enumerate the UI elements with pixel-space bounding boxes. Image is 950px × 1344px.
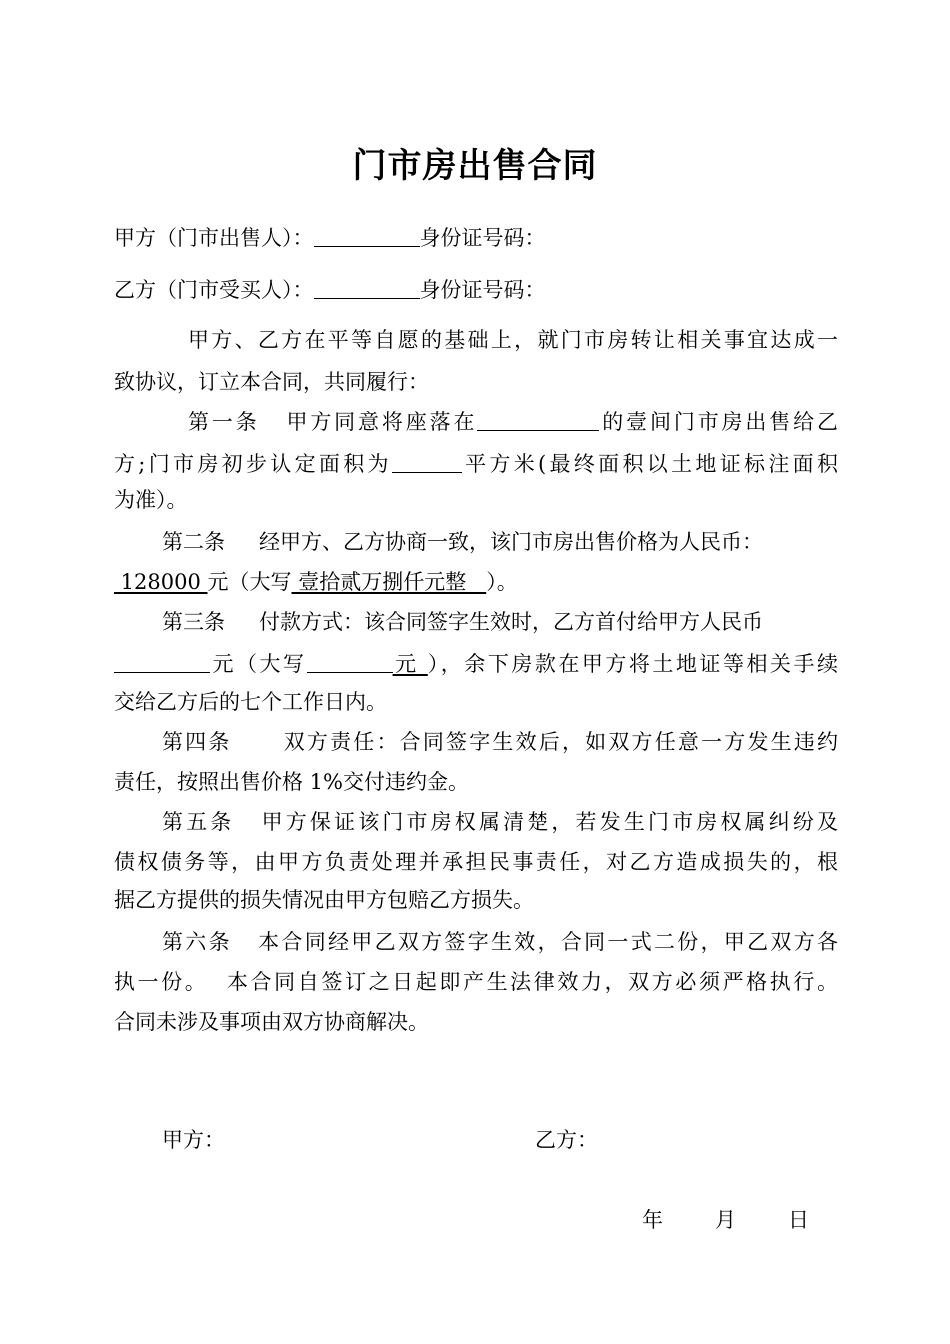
article-5-line-3: 据乙方提供的损失情况由甲方包赔乙方损失。: [114, 888, 534, 912]
price-amount: 128000: [114, 570, 208, 594]
party-a-label: 甲方（门市出售人）：: [114, 226, 314, 250]
party-b-id-label: 身份证号码：: [419, 278, 546, 302]
article-5-line-1: 第五条 甲方保证该门市房权属清楚，若发生门市房权属纠纷及: [162, 810, 839, 834]
down-payment-field[interactable]: [114, 650, 210, 673]
article-3-heading: 第三条: [162, 610, 225, 634]
article-1-heading: 第一条: [188, 410, 260, 434]
article-3-line-3: 交给乙方后的七个工作日内。: [114, 690, 387, 714]
article-4-line-2: 责任，按照出售价格 1%交付违约金。: [114, 770, 469, 794]
date-month: 月: [715, 1208, 736, 1232]
party-b-line: [114, 274, 838, 306]
article-3-line-2: 元（大写 元 ），余下房款在甲方将土地证等相关手续: [114, 648, 838, 680]
article-6-heading: 第六条: [162, 930, 232, 954]
date-year: 年: [642, 1208, 663, 1232]
article-5-heading: 第五条: [162, 810, 235, 834]
article-2-line-1: 第二条 经甲方、乙方协商一致，该门市房出售价格为人民币：: [162, 530, 763, 554]
location-field[interactable]: [477, 408, 599, 431]
down-payment-words-field[interactable]: [307, 650, 393, 673]
article-1-line-3: 为准）。: [114, 488, 188, 512]
article-4-heading: 第四条: [162, 730, 232, 754]
preamble-line-1: 甲方、乙方在平等自愿的基础上，就门市房转让相关事宜达成一: [188, 328, 838, 352]
party-a-id-label: 身份证号码：: [419, 226, 546, 250]
date-day: 日: [788, 1208, 809, 1232]
article-2-line-2: 128000 元（大写 壹拾贰万捌仟元整 ）。: [114, 570, 518, 594]
party-b-label: 乙方（门市受买人）：: [114, 278, 314, 302]
party-a-name-field[interactable]: [314, 224, 420, 247]
article-1-line-1: 第一条 甲方同意将座落在 的壹间门市房出售给乙: [188, 410, 839, 434]
article-6-line-2: 执一份。 本合同自签订之日起即产生法律效力，双方必须严格执行。: [114, 970, 838, 994]
article-3-line-1: 第三条 付款方式：该合同签字生效时，乙方首付给甲方人民币: [162, 610, 763, 634]
article-1-line-2: 方;门市房初步认定面积为 平方米(最终面积以土地证标注面积: [114, 452, 838, 476]
preamble-line-2: 致协议，订立本合同，共同履行：: [114, 370, 429, 394]
party-a-line: [114, 222, 838, 254]
price-amount-words: 壹拾贰万捌仟元整: [291, 570, 487, 594]
article-6-line-3: 合同未涉及事项由双方协商解决。: [114, 1010, 429, 1034]
party-b-signature-label: 乙方：: [535, 1128, 598, 1152]
article-2-heading: 第二条: [162, 530, 225, 554]
article-5-line-2: 债权债务等，由甲方负责处理并承担民事责任，对乙方造成损失的，根: [114, 850, 838, 874]
area-field[interactable]: [392, 450, 462, 473]
party-b-name-field[interactable]: [314, 276, 420, 299]
signing-date: [642, 1204, 809, 1236]
party-a-signature-label: 甲方：: [162, 1128, 225, 1152]
article-4-line-1: 第四条 双方责任：合同签字生效后，如双方任意一方发生违约: [162, 730, 839, 754]
page-title: 门市房出售合同: [352, 146, 598, 186]
article-6-line-1: 第六条 本合同经甲乙双方签字生效，合同一式二份，甲乙双方各: [162, 930, 838, 954]
